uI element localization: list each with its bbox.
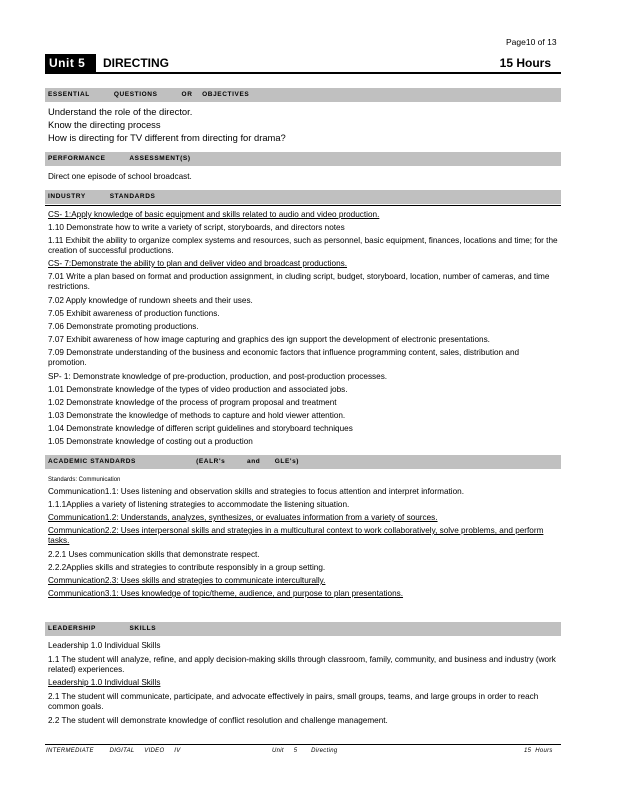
section-header-leadership: LEADERSHIP SKILLS: [45, 622, 561, 636]
academic-item: Communication1.1: Uses listening and observation skills and strategies to focus attention and interpret information.: [48, 487, 464, 496]
standard-heading: CS- 7:Demonstrate the ability to plan and deliver video and broadcast productions.: [48, 259, 348, 268]
academic-subheading: Standards: Communication: [48, 477, 121, 483]
section-header-performance: PERFORMANCE ASSESSMENT(S): [45, 152, 561, 166]
standard-heading: SP- 1: Demonstrate knowledge of pre-production, production, and post-production processes.: [48, 372, 388, 381]
standard-item: 7.05 Exhibit awareness of production functions.: [48, 309, 220, 318]
standard-item: 1.05 Demonstrate knowledge of costing out a production: [48, 437, 253, 446]
academic-item: Communication2.2: Uses interpersonal skills and strategies in a multicultural context to work collaboratively, solve problems, and perform tasks.: [48, 526, 544, 545]
footer-course: INTERMEDIATE DIGITAL VIDEO IV: [46, 748, 181, 754]
unit-label: Unit 5: [45, 54, 96, 72]
academic-item: 1.1.1Applies a variety of listening strategies to accommodate the listening situation.: [48, 500, 350, 509]
standard-heading: CS- 1:Apply knowledge of basic equipment and skills related to audio and video production.: [48, 210, 380, 219]
leadership-item: 2.2 The student will demonstrate knowledge of conflict resolution and challenge management.: [48, 716, 388, 725]
performance-line: Direct one episode of school broadcast.: [48, 172, 192, 181]
standard-item: 7.02 Apply knowledge of rundown sheets and their uses.: [48, 296, 253, 305]
standard-item: 1.02 Demonstrate knowledge of the process of program proposal and treatment: [48, 398, 337, 407]
essential-line: Understand the role of the director.: [48, 106, 193, 117]
academic-item: Communication1.2: Understands, analyzes, synthesizes, or evaluates information from a variety of sources.: [48, 513, 438, 522]
standard-item: 7.01 Write a plan based on format and production assignment, in cluding script, budget, storyboard, location, number of cameras, and time restrictions.: [48, 272, 550, 291]
standard-item: 7.06 Demonstrate promoting productions.: [48, 322, 199, 331]
leadership-heading: Leadership 1.0 Individual Skills: [48, 641, 161, 650]
unit-title: DIRECTING: [103, 56, 169, 70]
leadership-heading: Leadership 1.0 Individual Skills: [48, 678, 161, 687]
standard-item: 7.07 Exhibit awareness of how image capturing and graphics des ign support the development of electronic presentations.: [48, 335, 490, 344]
leadership-item: 1.1 The student will analyze, refine, and apply decision-making skills through classroom, family, community, and business and industry (work related) experiences.: [48, 655, 556, 674]
standard-item: 1.10 Demonstrate how to write a variety of script, storyboards, and directors notes: [48, 223, 345, 232]
standard-item: 1.03 Demonstrate the knowledge of methods to capture and hold viewer attention.: [48, 411, 346, 420]
section-header-essential: ESSENTIAL QUESTIONS OR OBJECTIVES: [45, 88, 561, 102]
unit-title-bar: [45, 54, 561, 74]
academic-item: 2.2.1 Uses communication skills that demonstrate respect.: [48, 550, 260, 559]
essential-line: How is directing for TV different from directing for drama?: [48, 132, 286, 143]
page-number: Page10 of 13: [506, 37, 557, 47]
leadership-item: 2.1 The student will communicate, participate, and advocate effectively in pairs, small groups, teams, and large groups in order to reach common goals.: [48, 692, 539, 711]
section-header-industry: INDUSTRY STANDARDS: [45, 190, 561, 204]
academic-item: 2.2.2Applies skills and strategies to contribute responsibly in a group setting.: [48, 563, 326, 572]
section-header-academic: ACADEMIC STANDARDS (EALR's and GLE's): [45, 455, 561, 469]
essential-line: Know the directing process: [48, 119, 161, 130]
footer-hours: 15 Hours: [524, 748, 553, 754]
standard-item: 1.04 Demonstrate knowledge of differen script guidelines and storyboard techniques: [48, 424, 353, 433]
footer-unit: Unit 5 Directing: [272, 748, 338, 754]
standard-item: 7.09 Demonstrate understanding of the business and economic factors that influence programming content, sales, distribution and promotion.: [48, 348, 520, 367]
academic-item: Communication3.1: Uses knowledge of topic/theme, audience, and purpose to plan presentations.: [48, 589, 404, 598]
standard-item: 1.11 Exhibit the ability to organize complex systems and resources, such as personnel, basic equipment, finances, locations and time; for the creation of successful productions.: [48, 236, 558, 255]
unit-hours: 15 Hours: [499, 56, 551, 70]
academic-item: Communication2.3: Uses skills and strategies to communicate interculturally.: [48, 576, 326, 585]
standard-item: 1.01 Demonstrate knowledge of the types of video production and associated jobs.: [48, 385, 348, 394]
